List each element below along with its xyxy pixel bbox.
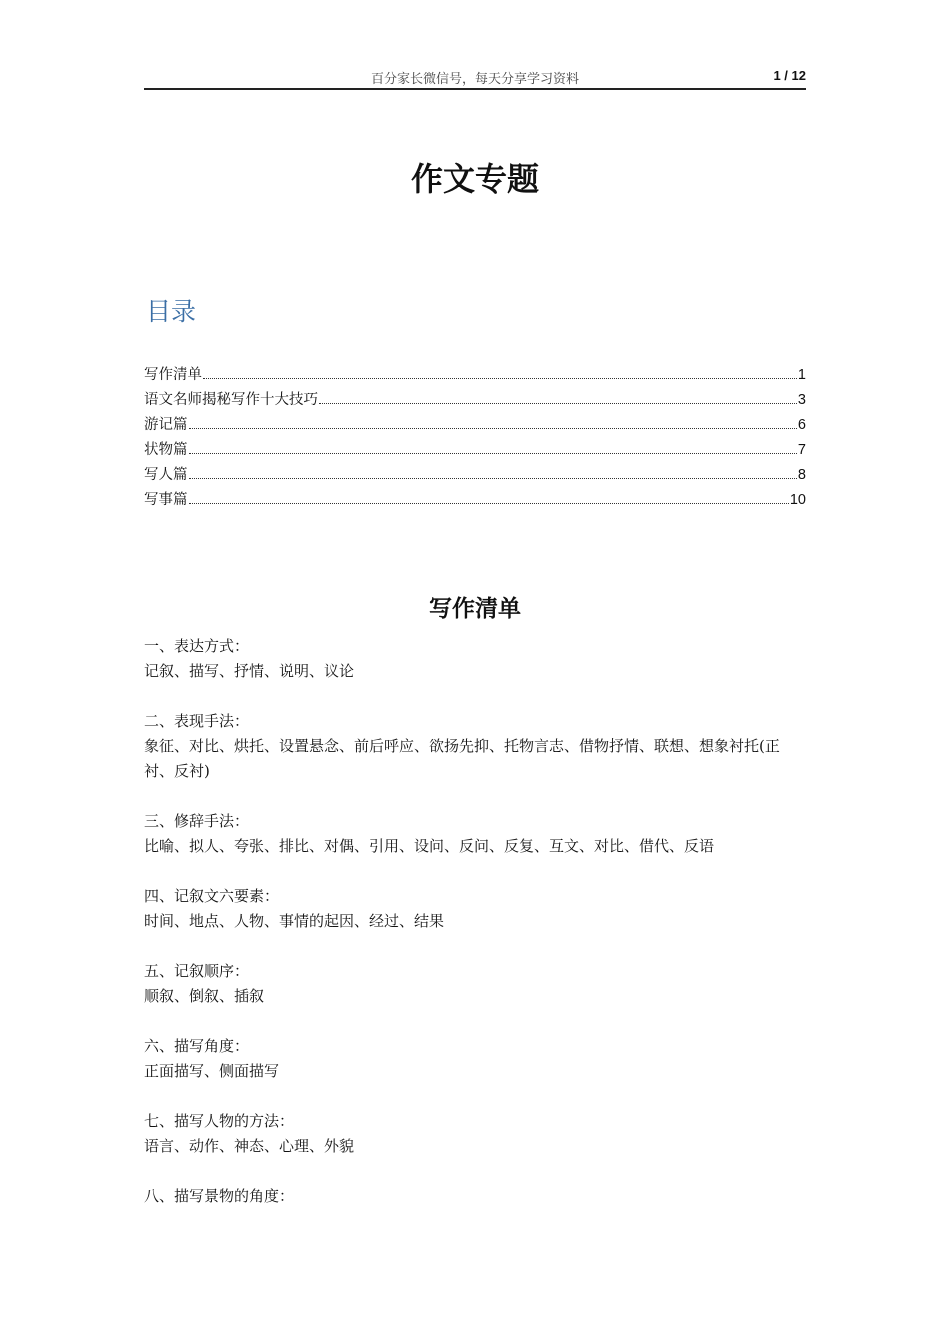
toc-entry-page: 10: [789, 492, 806, 508]
page-indicator: 1 / 12: [773, 68, 806, 83]
toc-entry-label: 写事篇: [144, 492, 188, 508]
toc-leader-dots: [189, 453, 797, 454]
toc-leader-dots: [189, 428, 797, 429]
list-item: [144, 634, 808, 684]
toc-entry[interactable]: [144, 388, 806, 413]
list-item: [144, 709, 808, 784]
toc-entry[interactable]: [144, 438, 806, 463]
item-heading: 二、表现手法：: [144, 712, 250, 730]
toc-entry-page: 8: [797, 467, 806, 483]
table-of-contents: [144, 363, 806, 513]
toc-entry-label: 语文名师揭秘写作十大技巧: [144, 392, 318, 408]
toc-entry-label: 写作清单: [144, 367, 202, 383]
toc-entry-label: 状物篇: [144, 442, 188, 458]
header-text: 百分家长微信号，每天分享学习资料: [370, 72, 579, 87]
list-item: [144, 1109, 808, 1159]
item-body: 顺叙、倒叙、插叙: [144, 987, 265, 1005]
toc-entry-page: 3: [797, 392, 806, 408]
section-title: 写作清单: [429, 596, 521, 622]
page-header: [144, 68, 806, 90]
list-item: [144, 1034, 808, 1084]
document-title: 作文专题: [410, 160, 539, 198]
list-item: [144, 1184, 808, 1209]
list-item: [144, 809, 808, 859]
toc-leader-dots: [203, 378, 797, 379]
toc-leader-dots: [189, 478, 797, 479]
toc-leader-dots: [189, 503, 789, 504]
toc-leader-dots: [319, 403, 797, 404]
item-body: 象征、对比、烘托、设置悬念、前后呼应、欲扬先抑、托物言志、借物抒情、联想、想象衬托(正衬、反衬): [144, 737, 780, 780]
toc-entry-label: 写人篇: [144, 467, 188, 483]
item-heading: 四、记叙文六要素：: [144, 887, 280, 905]
item-heading: 五、记叙顺序：: [144, 962, 250, 980]
toc-entry-page: 6: [797, 417, 806, 433]
toc-entry[interactable]: [144, 413, 806, 438]
toc-entry-label: 游记篇: [144, 417, 188, 433]
section-content: [144, 634, 808, 1234]
item-heading: 六、描写角度：: [144, 1037, 250, 1055]
toc-entry[interactable]: [144, 488, 806, 513]
toc-entry-page: 1: [797, 367, 806, 383]
item-heading: 七、描写人物的方法：: [144, 1112, 295, 1130]
item-heading: 八、描写景物的角度：: [144, 1187, 295, 1205]
item-body: 比喻、拟人、夸张、排比、对偶、引用、设问、反问、反复、互文、对比、借代、反语: [144, 837, 715, 855]
item-heading: 一、表达方式：: [144, 637, 250, 655]
item-body: 时间、地点、人物、事情的起因、经过、结果: [144, 912, 445, 930]
toc-entry-page: 7: [797, 442, 806, 458]
item-heading: 三、修辞手法：: [144, 812, 250, 830]
list-item: [144, 884, 808, 934]
item-body: 语言、动作、神态、心理、外貌: [144, 1137, 355, 1155]
list-item: [144, 959, 808, 1009]
item-body: 正面描写、侧面描写: [144, 1062, 280, 1080]
toc-heading: 目录: [146, 297, 197, 326]
toc-entry[interactable]: [144, 463, 806, 488]
toc-entry[interactable]: [144, 363, 806, 388]
item-body: 记叙、描写、抒情、说明、议论: [144, 662, 355, 680]
